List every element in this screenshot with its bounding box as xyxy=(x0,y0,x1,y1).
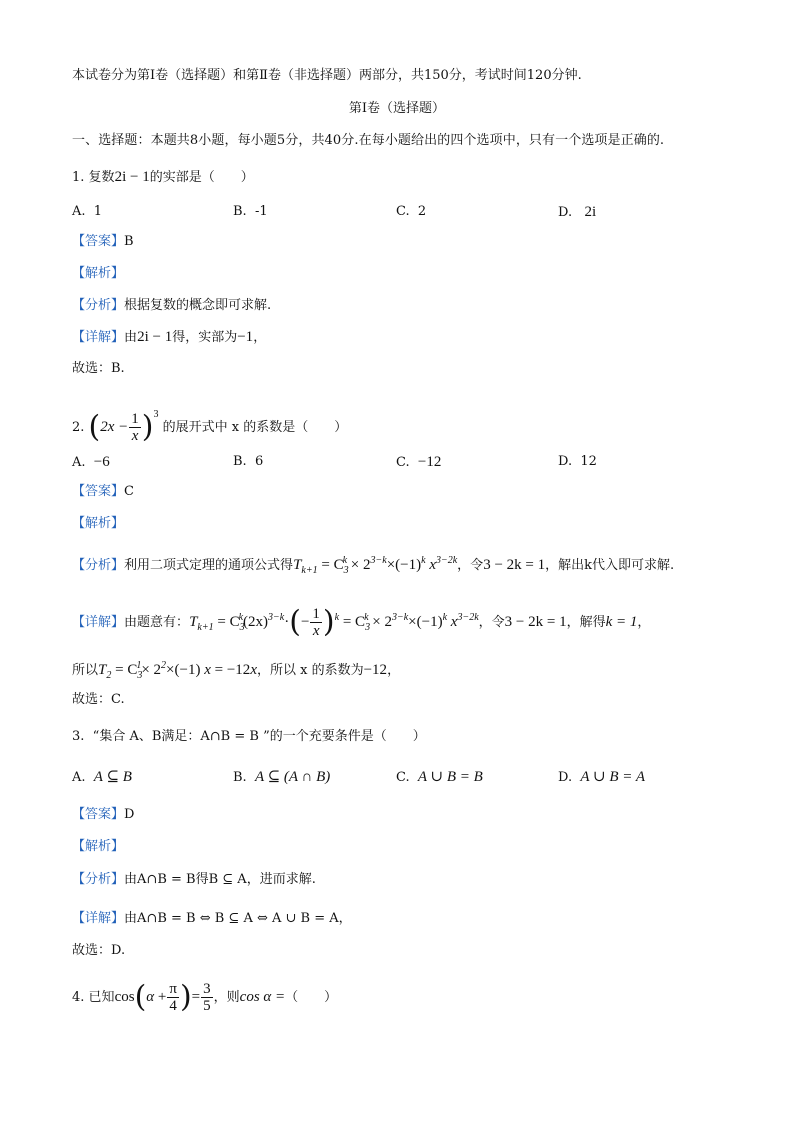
option-c: C. −12 xyxy=(396,454,442,470)
conclusion-line: 故选：D. xyxy=(72,943,126,958)
general-term-formula: $T_{k+1} = C_3^k \times 2^{3-k}\times(-1)^k$ $x^{3-2k}$ xyxy=(293,555,458,576)
detail-line-2: 所以$T_2 = C_3^1\times 2^2\times(-1) x = -12x$，所以 x 的系数为−12， xyxy=(72,660,401,681)
option-d: D. A ∪ B = A xyxy=(558,769,645,785)
option-b: B. -1 xyxy=(233,204,268,219)
option-c: C. 2 xyxy=(396,204,427,219)
second-term: $T_2 = C_3^1\times 2^2\times(-1) x = -12x$ xyxy=(98,660,257,681)
section-instructions: 一、选择题：本题共8小题，每小题5分，共40分.在每小题给出的四个选项中，只有一个选项是正确的. xyxy=(72,133,665,148)
detail-line: 【详解】由2i − 1得，实部为−1， xyxy=(72,329,267,345)
option-c: C. A ∪ B = B xyxy=(396,769,483,785)
fenxi-line: 【分析】由A∩B = B得B ⊆ A，进而求解. xyxy=(72,872,316,887)
option-a: A. 1 xyxy=(72,204,103,219)
question-3-stem: 3. “集合 A、B满足：A∩B = B ”的一个充要条件是（ ） xyxy=(72,729,426,744)
question-number: 2. xyxy=(72,420,85,435)
answer-line: 【答案】C xyxy=(72,484,134,499)
option-a: A. A ⊆ B xyxy=(72,769,132,785)
analysis-heading: 【解析】 xyxy=(72,516,125,531)
detail-line: 【详解】由题意有：$T_{k+1} = C_3^k(2x)^{3-k}\cdot(-$ $\frac{1}{x}$ )$^k = C_3^k \times 2^{3-k}\times(-1)^k$ $x^{3-2k}$，令3 − 2k = 1，解得k = 1， xyxy=(72,604,651,640)
option-b: B. A ⊆ (A ∩ B) xyxy=(233,769,331,785)
detail-line: 【详解】由A∩B = B ⇔ B ⊆ A ⇔ A ∪ B = A， xyxy=(72,911,352,926)
option-d: D. 2i xyxy=(558,204,597,220)
general-term-expansion: $T_{k+1} = C_3^k(2x)^{3-k}\cdot(-$ $\frac{1}{x}$ )$^k = C_3^k \times 2^{3-k}\times(-1)^k$ $x^{3-2k}$ xyxy=(189,604,479,640)
analysis-heading: 【解析】 xyxy=(72,266,125,281)
exam-intro: 本试卷分为第Ⅰ卷（选择题）和第Ⅱ卷（非选择题）两部分，共150分，考试时间120分钟. xyxy=(72,68,582,83)
analysis-heading: 【解析】 xyxy=(72,839,125,854)
option-a: A. −6 xyxy=(72,454,110,470)
conclusion-line: 故选：C. xyxy=(72,692,125,707)
question-4-stem: 4. 已知cos(α + $\frac{\pi}{4}$ )= $\frac{3}{5}$ ，则cos α =（ ） xyxy=(72,979,338,1015)
question-2-stem: 2. (2x − $\frac{1}{x}$ )$^3$ 的展开式中 x 的系数是（ ） xyxy=(72,409,348,445)
fenxi-line: 【分析】利用二项式定理的通项公式得$T_{k+1} = C_3^k \times 2^{3-k}\times(-1)^k$ $x^{3-2k}$，令3 − 2k = 1，解出k代入即可求解. xyxy=(72,555,675,576)
question-number: 1. xyxy=(72,170,85,185)
answer-line: 【答案】D xyxy=(72,807,135,822)
question-1-stem: 1. 复数2i − 1的实部是（ ） xyxy=(72,169,254,185)
conclusion-line: 故选：B. xyxy=(72,361,125,376)
fenxi-line: 【分析】根据复数的概念即可求解. xyxy=(72,298,272,313)
binomial-expression: (2x − $\frac{1}{x}$ )$^3$ xyxy=(88,409,159,445)
option-d: D. 12 xyxy=(558,454,597,469)
cos-expression: cos(α + $\frac{\pi}{4}$ )= $\frac{3}{5}$ xyxy=(114,979,211,1015)
answer-line: 【答案】B xyxy=(72,234,134,249)
option-b: B. 6 xyxy=(233,454,264,469)
section-title: 第Ⅰ卷（选择题） xyxy=(348,101,446,116)
answer-value: B xyxy=(124,234,134,249)
math-expression: 2i − 1 xyxy=(114,169,150,185)
